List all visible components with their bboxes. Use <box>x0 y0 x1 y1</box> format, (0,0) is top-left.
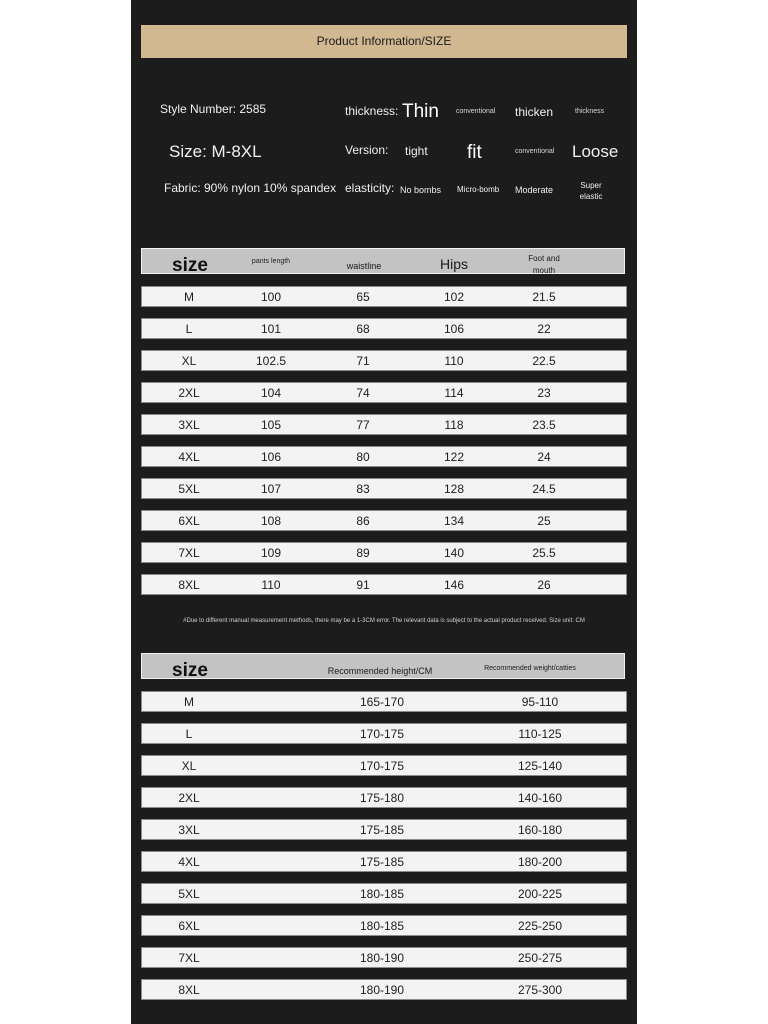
thickness-label: thickness: <box>345 104 399 118</box>
table-cell: 7XL <box>178 951 200 965</box>
table-cell: 200-225 <box>517 887 563 901</box>
table-cell: 101 <box>260 322 282 336</box>
table-cell: 275-300 <box>517 983 563 997</box>
table-cell: 25 <box>537 514 551 528</box>
table-cell: 6XL <box>178 514 200 528</box>
table-row <box>141 510 627 531</box>
table-cell: 22.5 <box>532 354 556 368</box>
table-cell: 140-160 <box>517 791 563 805</box>
table-cell: 110 <box>261 578 281 592</box>
table-row <box>141 350 627 371</box>
version-label: Version: <box>345 143 389 157</box>
table-cell: 95-110 <box>521 695 559 709</box>
table-cell: 24 <box>537 450 551 464</box>
table-cell: 22 <box>537 322 551 336</box>
table-cell: 5XL <box>178 887 200 901</box>
table-cell: 128 <box>443 482 465 496</box>
table-cell: 180-185 <box>359 887 405 901</box>
table-cell: 180-190 <box>359 951 405 965</box>
table-cell: 102.5 <box>255 354 287 368</box>
style-number: Style Number: 2585 <box>160 102 267 116</box>
table-cell: 160-180 <box>517 823 563 837</box>
table-row <box>141 947 627 968</box>
table-cell: 91 <box>356 578 370 592</box>
table-cell: 25.5 <box>532 546 556 560</box>
table-cell: 104 <box>260 386 282 400</box>
table-cell: 89 <box>356 546 370 560</box>
header-waistline: waistline <box>346 261 382 271</box>
table-cell: 26 <box>537 578 551 592</box>
table-cell: 24.5 <box>532 482 556 496</box>
table-cell: 102 <box>443 290 465 304</box>
table-row <box>141 542 627 563</box>
table-row <box>141 382 627 403</box>
table-row <box>141 286 627 307</box>
table-row <box>141 414 627 435</box>
table-cell: L <box>185 322 193 336</box>
table-cell: 165-170 <box>359 695 405 709</box>
table-cell: 65 <box>356 290 370 304</box>
table-row <box>141 446 627 467</box>
table-cell: 109 <box>260 546 282 560</box>
thickness-option-selected: Thin <box>402 101 439 122</box>
fabric: Fabric: 90% nylon 10% spandex <box>164 181 337 195</box>
table-cell: 100 <box>260 290 282 304</box>
measurement-table-header <box>141 248 625 274</box>
table-cell: 106 <box>443 322 465 336</box>
thickness-option: conventional <box>456 108 496 115</box>
table-cell: 2XL <box>178 386 200 400</box>
table-cell: 175-185 <box>359 855 405 869</box>
table-cell: 250-275 <box>517 951 563 965</box>
table-cell: 74 <box>356 386 370 400</box>
header-pants-length: pants length <box>251 258 291 265</box>
table-cell: 180-190 <box>359 983 405 997</box>
table-cell: 118 <box>444 418 464 432</box>
product-size-panel <box>131 0 637 1024</box>
table-cell: L <box>185 727 193 741</box>
table-row <box>141 819 627 840</box>
table-cell: 7XL <box>178 546 200 560</box>
thickness-option: thicken <box>515 105 554 119</box>
table-cell: M <box>184 290 194 304</box>
header-size: size <box>172 660 208 681</box>
table-cell: 108 <box>260 514 282 528</box>
table-cell: 8XL <box>178 578 200 592</box>
version-option: tight <box>405 144 428 158</box>
table-cell: 114 <box>444 386 464 400</box>
table-cell: 134 <box>443 514 465 528</box>
table-cell: 146 <box>443 578 465 592</box>
measurement-note: #Due to different manual measurement methods, there may be a 1-3CM error. The relevant data is subject to the actual product received. Size unit: CM <box>183 618 585 624</box>
table-cell: 68 <box>356 322 370 336</box>
table-cell: 170-175 <box>359 759 405 773</box>
table-row <box>141 883 627 904</box>
table-cell: 106 <box>260 450 282 464</box>
header-hips: Hips <box>439 256 469 272</box>
header-recommended-weight: Recommended weight/catties <box>484 665 576 672</box>
table-cell: 77 <box>356 418 370 432</box>
table-cell: 125-140 <box>517 759 563 773</box>
table-row <box>141 723 627 744</box>
table-cell: 3XL <box>178 823 200 837</box>
version-option: Loose <box>572 142 619 161</box>
table-cell: 170-175 <box>359 727 405 741</box>
size-range: Size: M-8XL <box>169 142 262 161</box>
table-cell: 180-185 <box>359 919 405 933</box>
table-cell: 110-125 <box>518 727 562 741</box>
elasticity-option: Super elastic <box>579 181 603 201</box>
table-row <box>141 787 627 808</box>
table-cell: 23.5 <box>532 418 556 432</box>
header-foot-mouth: Foot and mouth <box>528 254 560 275</box>
table-cell: XL <box>181 354 197 368</box>
table-cell: 122 <box>443 450 465 464</box>
table-cell: 110 <box>444 354 464 368</box>
table-cell: M <box>184 695 194 709</box>
recommendation-table-header <box>141 653 625 679</box>
elasticity-label: elasticity: <box>345 181 395 195</box>
elasticity-option: Micro-bomb <box>457 185 500 194</box>
table-row <box>141 851 627 872</box>
table-cell: 80 <box>356 450 370 464</box>
table-cell: 5XL <box>178 482 200 496</box>
table-row <box>141 574 627 595</box>
elasticity-option: No bombs <box>400 185 442 195</box>
table-row <box>141 915 627 936</box>
table-cell: 175-185 <box>359 823 405 837</box>
table-cell: 21.5 <box>532 290 556 304</box>
table-cell: 4XL <box>178 855 200 869</box>
table-row <box>141 755 627 776</box>
table-cell: 180-200 <box>517 855 563 869</box>
version-option: conventional <box>515 148 555 155</box>
table-cell: 3XL <box>178 418 200 432</box>
table-row <box>141 691 627 712</box>
table-cell: 175-180 <box>359 791 405 805</box>
table-cell: 23 <box>537 386 551 400</box>
elasticity-option: Moderate <box>515 185 554 195</box>
table-cell: 2XL <box>178 791 200 805</box>
page-title: Product Information/SIZE <box>141 25 627 58</box>
table-cell: 140 <box>443 546 465 560</box>
table-cell: 83 <box>356 482 370 496</box>
table-cell: 71 <box>356 354 370 368</box>
table-cell: 4XL <box>178 450 200 464</box>
table-cell: 8XL <box>178 983 200 997</box>
table-row <box>141 478 627 499</box>
table-row <box>141 979 627 1000</box>
table-cell: 107 <box>260 482 282 496</box>
table-cell: 86 <box>356 514 370 528</box>
version-option-selected: fit <box>467 142 482 163</box>
table-cell: 225-250 <box>517 919 563 933</box>
header-recommended-height: Recommended height/CM <box>327 666 433 676</box>
table-cell: 105 <box>260 418 282 432</box>
table-cell: XL <box>181 759 197 773</box>
table-row <box>141 318 627 339</box>
table-cell: 6XL <box>178 919 200 933</box>
header-size: size <box>172 255 208 276</box>
thickness-option: thickness <box>575 108 605 115</box>
